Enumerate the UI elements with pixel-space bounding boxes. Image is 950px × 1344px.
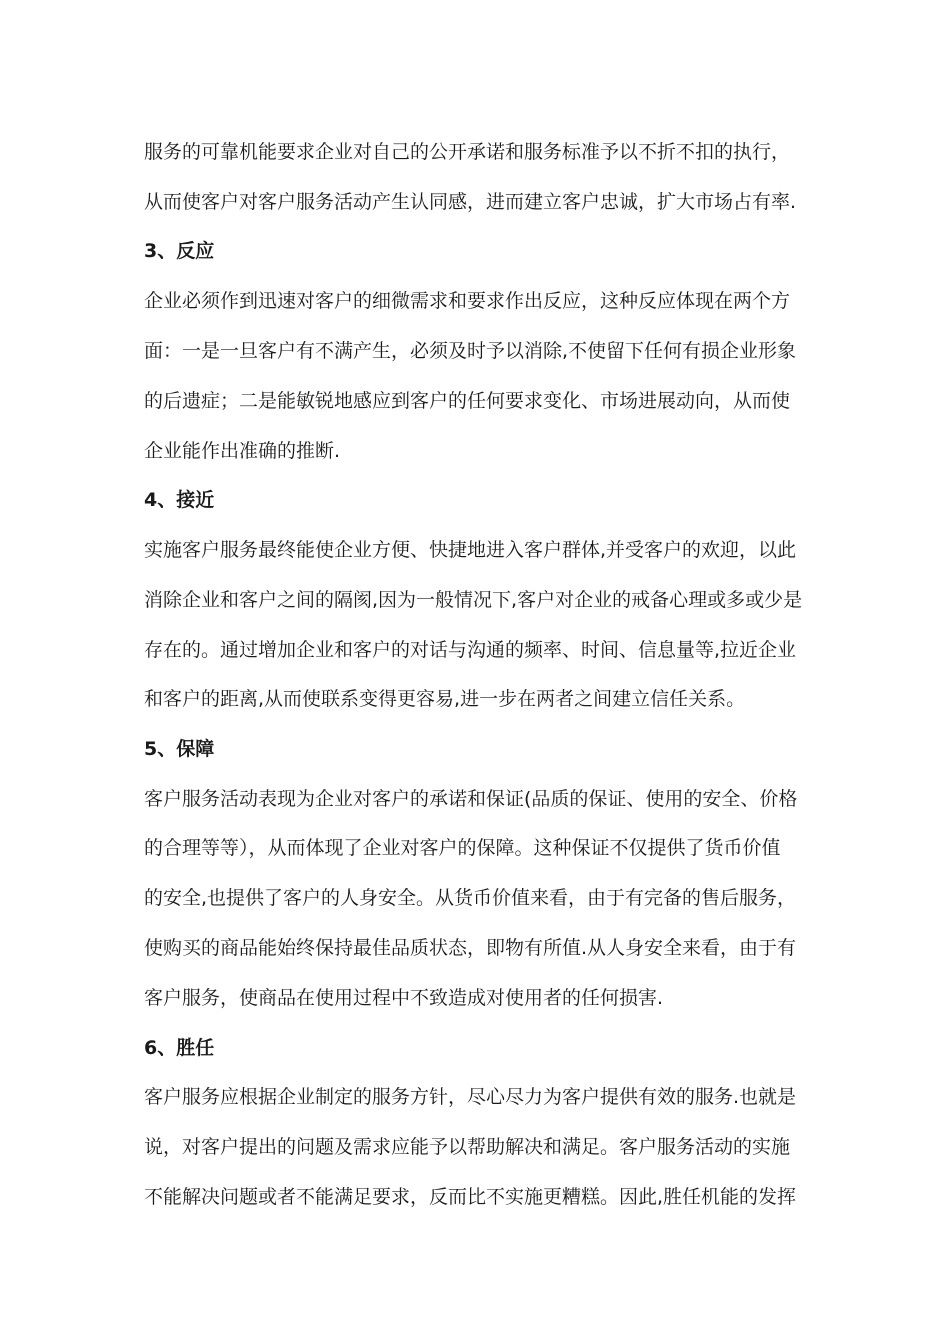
section-heading: 3、反应: [144, 240, 215, 262]
paragraph-line: 的后遗症；二是能敏锐地感应到客户的任何要求变化、市场进展动向，从而使: [144, 390, 791, 412]
section-heading: 6、胜任: [144, 1037, 215, 1059]
paragraph-line: 客户服务活动表现为企业对客户的承诺和保证(品质的保证、使用的安全、价格: [144, 788, 798, 810]
paragraph-line: 客户服务应根据企业制定的服务方针，尽心尽力为客户提供有效的服务.也就是: [144, 1086, 797, 1108]
paragraph-line: 说，对客户提出的问题及需求应能予以帮助解决和满足。客户服务活动的实施: [144, 1136, 791, 1158]
section-heading: 5、保障: [144, 738, 215, 760]
paragraph-line: 服务的可靠机能要求企业对自己的公开承诺和服务标准予以不折不扣的执行，: [144, 141, 791, 163]
paragraph-line: 使购买的商品能始终保持最佳品质状态，即物有所值.从人身安全来看，由于有: [144, 937, 797, 959]
paragraph-line: 消除企业和客户之间的隔阂,因为一般情况下,客户对企业的戒备心理或多或少是: [144, 589, 803, 611]
section-heading: 4、接近: [144, 489, 215, 511]
paragraph-line: 面：一是一旦客户有不满产生，必须及时予以消除,不使留下任何有损企业形象: [144, 340, 797, 362]
paragraph-line: 不能解决问题或者不能满足要求，反而比不实施更糟糕。因此,胜任机能的发挥: [144, 1186, 797, 1208]
paragraph-line: 存在的。通过增加企业和客户的对话与沟通的频率、时间、信息量等,拉近企业: [144, 639, 797, 661]
paragraph-line: 企业必须作到迅速对客户的细微需求和要求作出反应，这种反应体现在两个方: [144, 290, 791, 312]
paragraph-line: 的安全,也提供了客户的人身安全。从货币价值来看，由于有完备的售后服务，: [144, 887, 797, 909]
paragraph-line: 实施客户服务最终能使企业方便、快捷地进入客户群体,并受客户的欢迎，以此: [144, 539, 797, 561]
paragraph-line: 的合理等等），从而体现了企业对客户的保障。这种保证不仅提供了货币价值: [144, 837, 781, 859]
paragraph-line: 和客户的距离,从而使联系变得更容易,进一步在两者之间建立信任关系。: [144, 688, 746, 710]
paragraph-line: 企业能作出准确的推断.: [144, 440, 341, 462]
paragraph-line: 客户服务，使商品在使用过程中不致造成对使用者的任何损害.: [144, 987, 664, 1009]
paragraph-line: 从而使客户对客户服务活动产生认同感，进而建立客户忠诚，扩大市场占有率.: [144, 191, 797, 213]
